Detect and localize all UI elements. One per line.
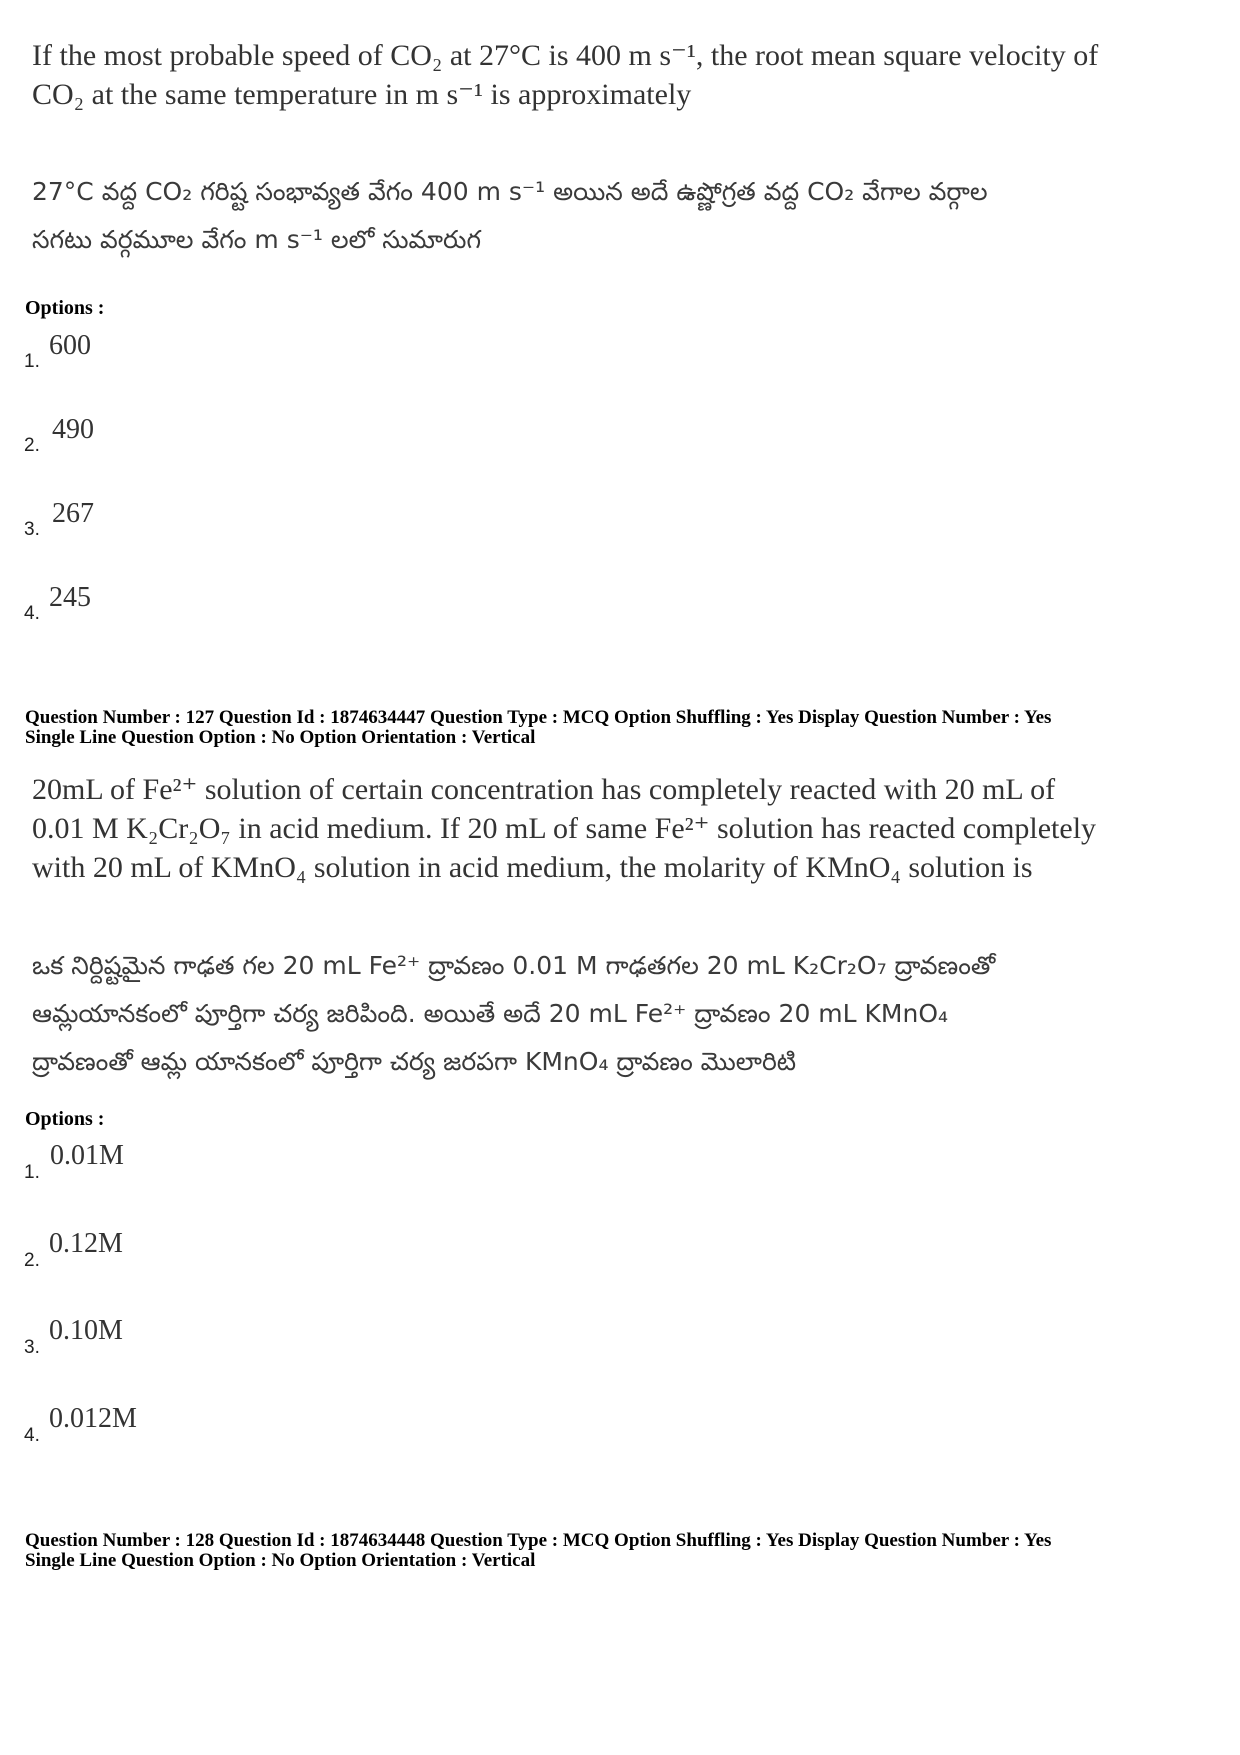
option-value: 600 (49, 330, 91, 361)
option-number: 2. (24, 1250, 40, 1271)
option-value: 0.12M (49, 1228, 123, 1259)
option-number: 4. (24, 603, 40, 624)
q126-english-text: If the most probable speed of CO₂ at 27°C is 400 m s⁻¹, the root mean square velocity of CO₂ at the same temperature in m s⁻¹ is approximately (32, 39, 1099, 111)
option-value: 0.10M (49, 1315, 123, 1346)
option-number: 3. (24, 519, 40, 540)
option-value: 267 (52, 498, 94, 529)
option-number: 3. (24, 1337, 40, 1358)
option-number: 4. (24, 1425, 40, 1446)
option-number: 2. (24, 435, 40, 456)
q127-options-label: Options : (25, 1108, 105, 1130)
q126-options-label: Options : (25, 297, 105, 319)
q127-option-3[interactable] (24, 1315, 244, 1365)
q126-option-3[interactable] (24, 498, 224, 548)
q127-telugu-text: ఒక నిర్దిష్టమైన గాఢత గల 20 mL Fe²⁺ ద్రావణం 0.01 M గాఢతగల 20 mL K₂Cr₂O₇ ద్రావణంతో ఆమ్లయానకంలో పూర్తిగా చర్య జరిపింది. అయితే అదే 20 mL Fe²⁺ ద్రావణం 20 mL KMnO₄ ద్రావణంతో ఆమ్ల యానకంలో పూర్తిగా చర్య జరపగా KMnO₄ ద్రావణం మొలారిటి (32, 951, 996, 1076)
q127-meta-line-2: Single Line Question Option : No Option Orientation : Vertical (25, 727, 536, 748)
q127-meta-line-1: Question Number : 127 Question Id : 1874634447 Question Type : MCQ Option Shuffling : Yes Display Question Number : Yes (25, 707, 1052, 728)
q128-meta-line-2: Single Line Question Option : No Option Orientation : Vertical (25, 1550, 536, 1571)
q127-metadata (25, 708, 1225, 748)
q127-option-4[interactable] (24, 1403, 244, 1453)
q127-english-text: 20mL of Fe²⁺ solution of certain concentration has completely reacted with 20 mL of 0.01 M K₂Cr₂O₇ in acid medium. If 20 mL of same Fe²⁺ solution has reacted completely with 20 mL of KMnO₄ solution in acid medium, the molarity of KMnO₄ solution is (32, 773, 1097, 884)
q126-telugu-text: 27°C వద్ద CO₂ గరిష్ట సంభావ్యత వేగం 400 m s⁻¹ అయిన అదే ఉష్ణోగ్రత వద్ద CO₂ వేగాల వర్గాల సగటు వర్గమూల వేగం m s⁻¹ లలో సుమారుగ (32, 177, 988, 254)
option-number: 1. (24, 1162, 40, 1183)
option-value: 490 (52, 414, 94, 445)
q127-option-1[interactable] (24, 1140, 244, 1190)
q126-option-4[interactable] (24, 582, 224, 632)
option-value: 0.012M (49, 1403, 137, 1434)
q127-option-2[interactable] (24, 1228, 244, 1278)
option-value: 245 (49, 582, 91, 613)
q126-option-2[interactable] (24, 414, 224, 464)
q128-meta-line-1: Question Number : 128 Question Id : 1874634448 Question Type : MCQ Option Shuffling : Yes Display Question Number : Yes (25, 1530, 1052, 1551)
option-value: 0.01M (50, 1140, 124, 1171)
option-number: 1. (24, 351, 40, 372)
q128-metadata (25, 1531, 1225, 1571)
q126-option-1[interactable] (24, 330, 224, 380)
